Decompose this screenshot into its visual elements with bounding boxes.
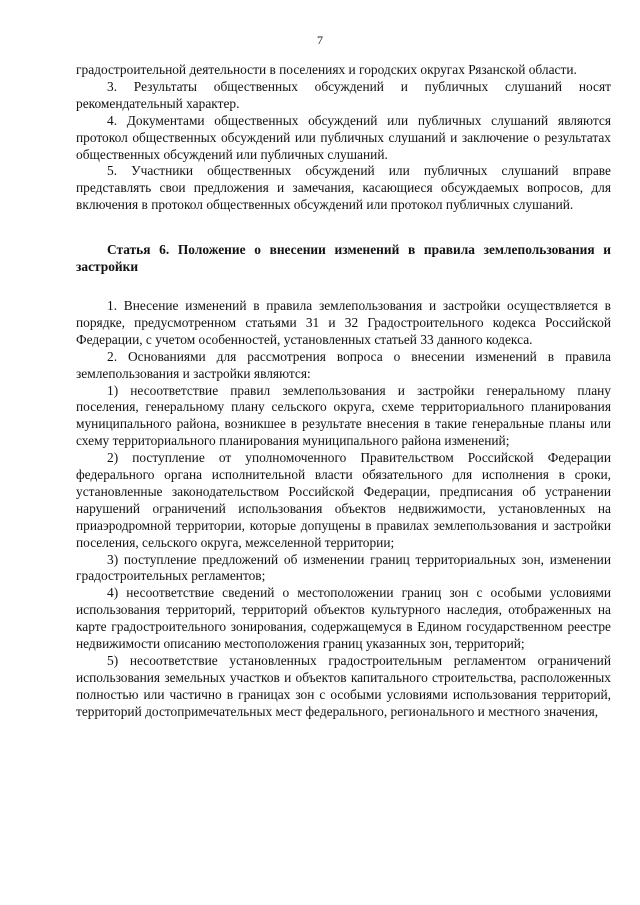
article-subitem-3: 3) поступление предложений об изменении границ территориальных зон, изменении градостроительных регламентов; [76, 551, 611, 584]
article-subitem-1: 1) несоответствие правил землепользования и застройки генеральному плану поселения, генеральному плану сельского округа, схеме территориального планирования муниципального района, возникшее в результате внесения в такие генеральные планы или схему территориального планирования муниципального района изменений; [76, 382, 611, 449]
paragraph-continuation: градостроительной деятельности в поселениях и городских округах Рязанской области. [76, 62, 577, 77]
page-number: 7 [317, 33, 323, 47]
article-paragraph-1: 1. Внесение изменений в правила землепользования и застройки осуществляется в порядке, предусмотренном статьями 31 и 32 Градостроительного кодекса Российской Федерации, с учетом особенностей, установленных статьей 33 данного кодекса. [76, 297, 611, 347]
article-heading [76, 242, 611, 276]
article-paragraph-2: 2. Основаниями для рассмотрения вопроса о внесении изменений в правила землепользования и застройки являются: [76, 348, 611, 381]
article-subitem-4: 4) несоответствие сведений о местоположении границ зон с особыми условиями использования территорий, территорий объектов культурного наследия, отображенных на карте градостроительного зонирования, содержащемуся в Едином государственном реестре недвижимости описанию местоположения границ указанных зон, территорий; [76, 585, 611, 652]
article-subitem-5: 5) несоответствие установленных градостроительным регламентом ограничений использования земельных участков и объектов капитального строительства, расположенных полностью или частично в границах зон с особыми условиями использования территорий, территорий достопримечательных мест федерального, регионального и местного значения, [76, 653, 611, 719]
document-body [76, 62, 611, 721]
paragraph-item-4: 4. Документами общественных обсуждений или публичных слушаний являются протокол общественных обсуждений или публичных слушаний и заключение о результатах общественных обсуждений или публичных слушаний. [76, 112, 611, 162]
paragraph-item-3: 3. Результаты общественных обсуждений и публичных слушаний носят рекомендательный характер. [76, 78, 611, 111]
paragraph-item-5: 5. Участники общественных обсуждений или публичных слушаний вправе представлять свои предложения и замечания, касающиеся обсуждаемых вопросов, для включения в протокол общественных обсуждений или протокол публичных слушаний. [76, 163, 611, 213]
article-heading-text: Статья 6. Положение о внесении изменений в правила землепользования и застройки [76, 242, 611, 275]
article-subitem-2: 2) поступление от уполномоченного Правительством Российской Федерации федерального органа исполнительной власти обязательного для исполнения в сроки, установленные законодательством Российской Федерации, предписания об устранении нарушений ограничений использования объектов недвижимости, установленных на приаэродромной территории, которые допущены в правилах землепользования и застройки поселения, сельского округа, межселенной территории; [76, 450, 611, 550]
